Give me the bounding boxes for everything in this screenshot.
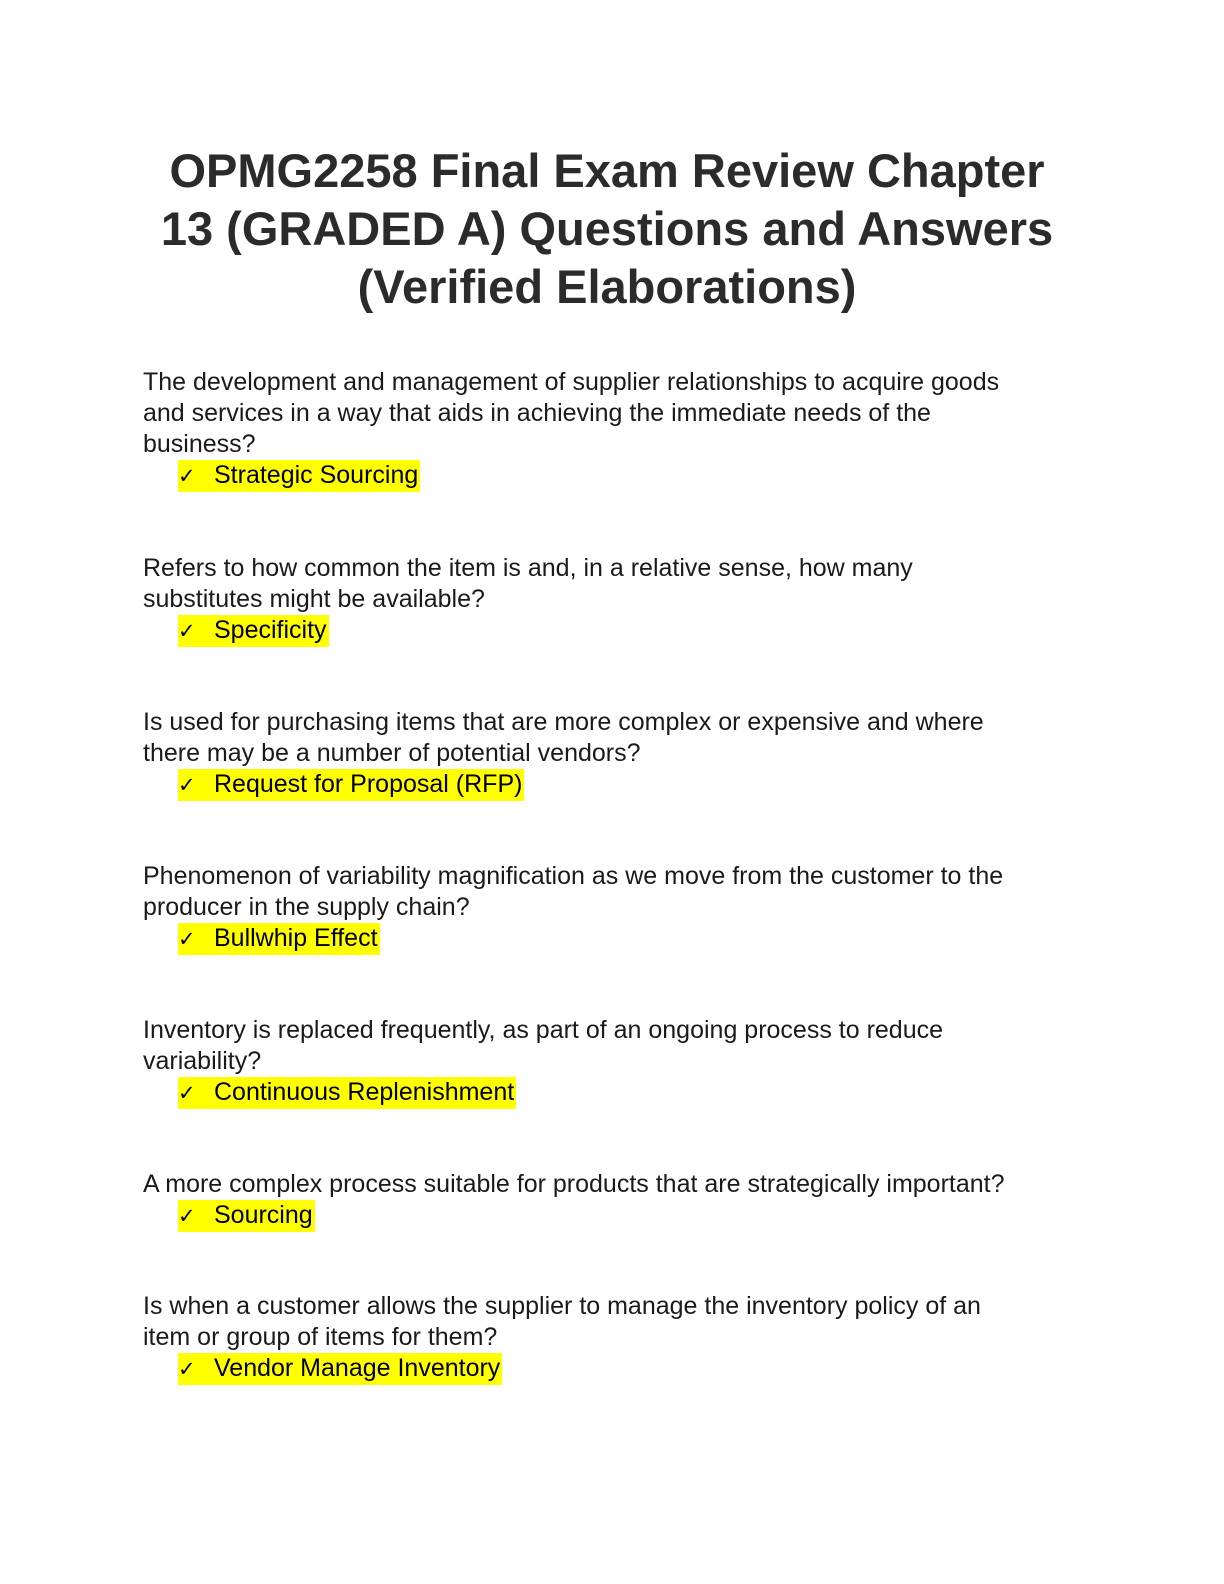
question-line: Is used for purchasing items that are more complex or expensive and where (143, 708, 984, 736)
answer (178, 1353, 1103, 1385)
answer-highlight (178, 460, 420, 492)
checkmark-icon: ✓ (178, 464, 196, 488)
checkmark-icon: ✓ (178, 1204, 196, 1228)
question (143, 1291, 1103, 1353)
question (143, 707, 1103, 769)
answer (178, 1200, 1103, 1232)
qa-item (143, 1291, 1103, 1385)
answer (178, 615, 1103, 647)
answer-text: Sourcing (214, 1201, 313, 1229)
answer-text: Request for Proposal (RFP) (214, 770, 523, 798)
title-line: 13 (GRADED A) Questions and Answers (160, 202, 1054, 255)
qa-item (143, 707, 1103, 801)
question-line: substitutes might be available? (143, 585, 485, 613)
question-line: variability? (143, 1047, 262, 1075)
question-line: there may be a number of potential vendors? (143, 739, 641, 767)
question-line: and services in a way that aids in achieving the immediate needs of the (143, 399, 931, 427)
checkmark-icon: ✓ (178, 773, 196, 797)
title-line: OPMG2258 Final Exam Review Chapter (169, 144, 1045, 197)
checkmark-icon: ✓ (178, 619, 196, 643)
qa-item (143, 367, 1103, 492)
answer (178, 460, 1103, 492)
answer (178, 1077, 1103, 1109)
answer (178, 769, 1103, 801)
answer-highlight (178, 1077, 516, 1109)
qa-item (143, 553, 1103, 647)
answer-text: Vendor Manage Inventory (214, 1354, 501, 1382)
answer (178, 923, 1103, 955)
answer-text: Strategic Sourcing (214, 461, 419, 489)
answer-highlight (178, 1353, 502, 1385)
answer-highlight (178, 615, 329, 647)
question-line: Phenomenon of variability magnification as we move from the customer to the (143, 862, 1004, 890)
answer-highlight (178, 769, 524, 801)
question (143, 1015, 1103, 1077)
page-title (100, 142, 1114, 316)
question-line: Refers to how common the item is and, in a relative sense, how many (143, 554, 913, 582)
answer-text: Continuous Replenishment (214, 1078, 515, 1106)
question-line: The development and management of supplier relationships to acquire goods (143, 368, 1000, 396)
answer-text: Bullwhip Effect (214, 924, 378, 952)
question-line: Is when a customer allows the supplier to manage the inventory policy of an (143, 1292, 981, 1320)
answer-text: Specificity (214, 616, 327, 644)
question (143, 367, 1103, 460)
checkmark-icon: ✓ (178, 1081, 196, 1105)
question (143, 1169, 1103, 1200)
title-line: (Verified Elaborations) (357, 260, 857, 313)
question-line: Inventory is replaced frequently, as part of an ongoing process to reduce (143, 1016, 944, 1044)
qa-item (143, 1015, 1103, 1109)
answer-highlight (178, 923, 380, 955)
question-line: business? (143, 430, 256, 458)
question (143, 553, 1103, 615)
question-line: A more complex process suitable for products that are strategically important? (143, 1170, 1005, 1198)
question-line: producer in the supply chain? (143, 893, 470, 921)
checkmark-icon: ✓ (178, 1357, 196, 1381)
qa-item (143, 1169, 1103, 1232)
question (143, 861, 1103, 923)
qa-item (143, 861, 1103, 955)
question-line: item or group of items for them? (143, 1323, 498, 1351)
checkmark-icon: ✓ (178, 927, 196, 951)
answer-highlight (178, 1200, 315, 1232)
